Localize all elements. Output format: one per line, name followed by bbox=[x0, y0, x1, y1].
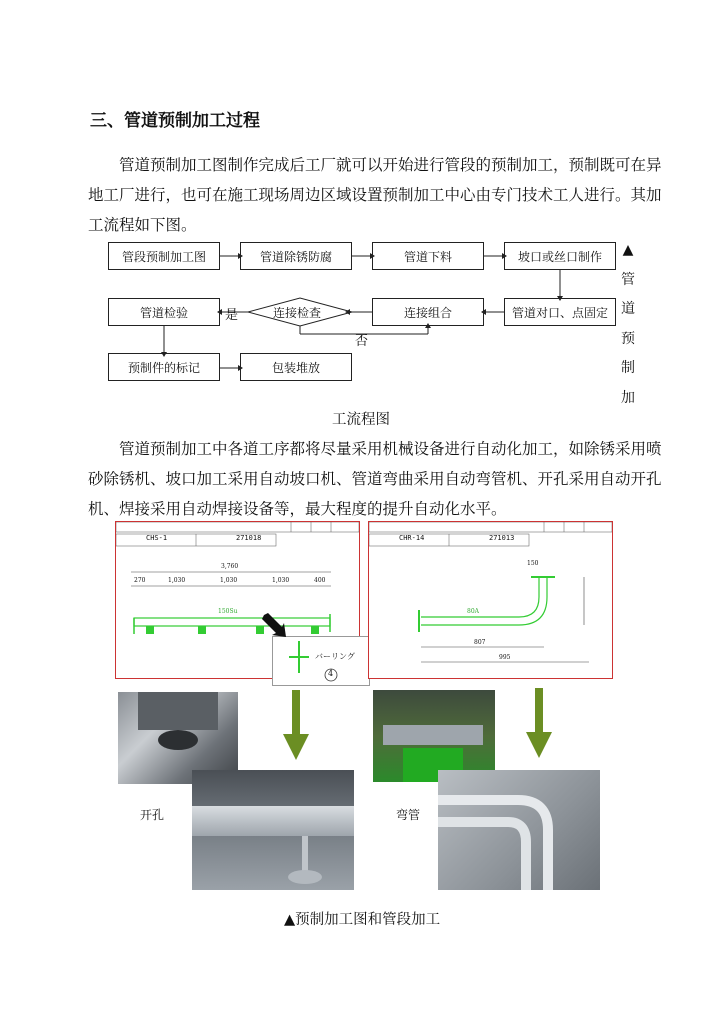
body-line: 机、焊接采用自动焊接设备等，最大程度的提升自动化水平。 bbox=[88, 500, 507, 518]
drawing-right-size: 80A bbox=[467, 608, 479, 615]
drawing-left-dim: 1,030 bbox=[220, 577, 238, 584]
drawing-left-size: 150Su bbox=[218, 608, 238, 615]
flow-caption-tail: 工流程图 bbox=[332, 412, 390, 428]
drawing-left-code: 271018 bbox=[236, 534, 262, 542]
drawing-right-dim-c: 995 bbox=[499, 654, 511, 661]
drawing-left-dim: 1,030 bbox=[168, 577, 186, 584]
drawing-right-dim-a: 150 bbox=[527, 560, 539, 567]
flow-step-drawing: 管段预制加工图 bbox=[108, 242, 220, 270]
photo-label-bending: 弯管 bbox=[396, 808, 421, 822]
flow-step-packing: 包装堆放 bbox=[240, 353, 352, 381]
drilled-pipe-photo bbox=[192, 770, 354, 890]
body-line: 管道预制加工中各道工序都将尽量采用机械设备进行自动化加工，如除锈采用喷 bbox=[119, 440, 662, 458]
drawing-right-dim-b: 807 bbox=[474, 639, 486, 646]
drawing-left-part-no: CHS-1 bbox=[146, 534, 168, 542]
drawing-callout bbox=[272, 636, 370, 686]
down-arrow-left-icon bbox=[283, 690, 309, 762]
caption-char: 预 bbox=[621, 330, 635, 347]
intro-line: 工流程如下图。 bbox=[88, 216, 197, 234]
intro-line: 地工厂进行，也可在施工现场周边区域设置预制加工中心由专门技术工人进行。其加 bbox=[88, 186, 662, 204]
flow-step-assembly: 连接组合 bbox=[372, 298, 484, 326]
down-arrow-right-icon bbox=[526, 688, 552, 760]
flow-step-fitup: 管道对口、点固定 bbox=[504, 298, 616, 326]
flowchart-connectors bbox=[100, 236, 630, 396]
intro-line: 管道预制加工图制作完成后工厂就可以开始进行管段的预制加工，预制既可在异 bbox=[119, 156, 662, 174]
drawing-callout-num: 4 bbox=[328, 669, 334, 678]
drawing-callout-label: バーリング bbox=[315, 652, 355, 661]
intro-paragraph bbox=[88, 150, 662, 240]
caption-char: ▲ bbox=[622, 242, 634, 258]
drawing-right-canvas bbox=[369, 522, 612, 678]
flow-step-marking: 预制件的标记 bbox=[108, 353, 220, 381]
photo-label-drilling: 开孔 bbox=[140, 808, 165, 822]
vertical-caption bbox=[620, 236, 636, 413]
bending-machine-photo bbox=[373, 690, 495, 782]
flow-step-bevel: 坡口或丝口制作 bbox=[504, 242, 616, 270]
body-paragraph bbox=[88, 434, 662, 524]
flow-step-inspection: 管道检验 bbox=[108, 298, 220, 326]
drawing-right-code: 271013 bbox=[489, 534, 515, 542]
drawing-right-part-no: CHR-14 bbox=[399, 534, 425, 542]
flow-step-cutting: 管道下料 bbox=[372, 242, 484, 270]
drawing-left-dim-top: 3,760 bbox=[221, 563, 239, 570]
drawing-left-dim: 400 bbox=[314, 577, 326, 584]
bent-pipe-photo bbox=[438, 770, 600, 890]
caption-char: 制 bbox=[621, 360, 635, 376]
flow-step-derust: 管道除锈防腐 bbox=[240, 242, 352, 270]
section-heading: 三、管道预制加工过程 bbox=[90, 111, 260, 131]
flow-yes-label: 是 bbox=[225, 308, 239, 323]
drawing-left-dim: 270 bbox=[134, 577, 146, 584]
black-arrow-icon bbox=[262, 613, 288, 639]
caption-char: 管 bbox=[621, 271, 635, 288]
body-line: 砂除锈机、坡口加工采用自动坡口机、管道弯曲采用自动弯管机、开孔采用自动开孔 bbox=[88, 470, 662, 488]
drawing-right bbox=[368, 521, 613, 679]
caption-char: 道 bbox=[621, 301, 635, 317]
figure-caption: ▲预制加工图和管段加工 bbox=[284, 912, 441, 928]
drawing-left-dim: 1,030 bbox=[272, 577, 290, 584]
flow-no-label: 否 bbox=[355, 334, 369, 349]
flow-decision-check: 连接检查 bbox=[273, 306, 322, 320]
caption-char: 加 bbox=[621, 389, 635, 406]
